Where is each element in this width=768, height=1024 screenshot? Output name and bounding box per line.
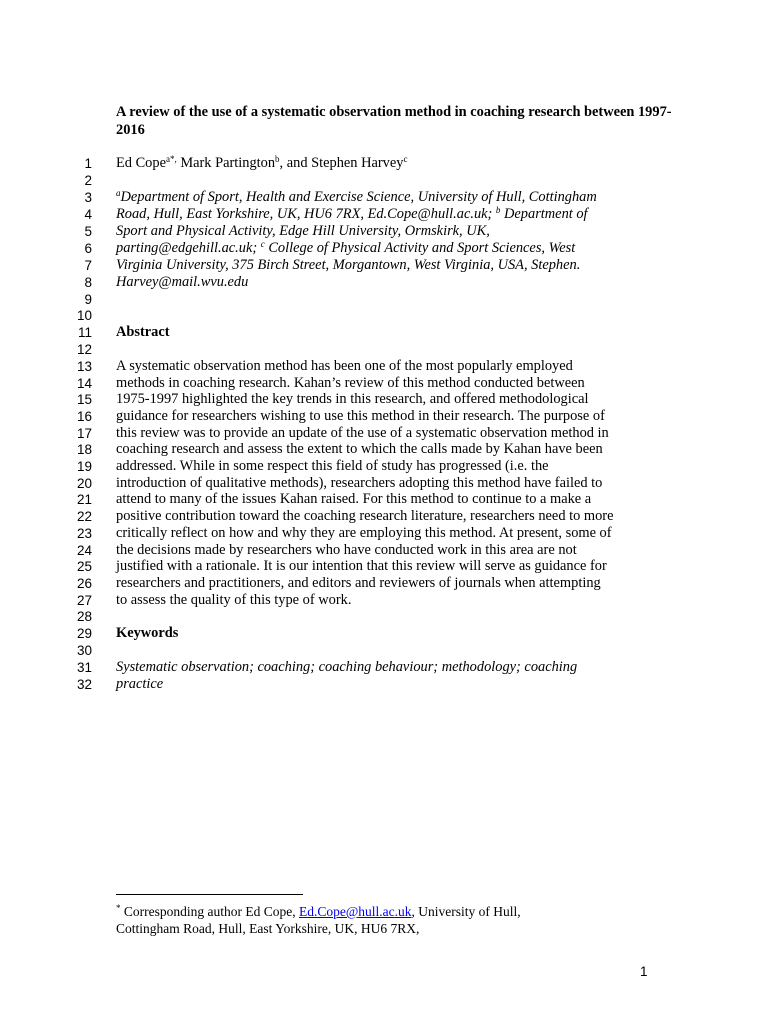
line-2 — [0, 172, 768, 189]
keywords-heading: Keywords — [116, 625, 179, 641]
line-31 — [0, 659, 768, 676]
line-30 — [0, 642, 768, 659]
footnote-line: Cottingham Road, Hull, East Yorkshire, UK, HU6 7RX, — [116, 921, 420, 936]
abstract-line: positive contribution toward the coaching research literature, researchers need to more — [116, 508, 614, 524]
affiliation-line: Virginia University, 375 Birch Street, Morgantown, West Virginia, USA, Stephen. — [116, 257, 581, 273]
line-1 — [0, 155, 768, 172]
author-list — [116, 155, 407, 172]
line-number: 25 — [76, 559, 92, 574]
line-number: 9 — [84, 292, 92, 307]
abstract-line: justified with a rationale. It is our intention that this review will serve as guidance for — [116, 558, 607, 574]
affiliation-text — [116, 189, 597, 206]
line-number: 29 — [76, 626, 92, 641]
affiliation-line: Road, Hull, East Yorkshire, UK, HU6 7RX, Ed.Cope@hull.ac.uk; — [116, 206, 496, 222]
line-number: 24 — [76, 543, 92, 558]
author-name: , and Stephen Harvey — [279, 155, 404, 171]
line-11 — [0, 324, 768, 341]
abstract-line: coaching research and assess the extent to which the calls made by Kahan have been — [116, 441, 603, 457]
abstract-line: A systematic observation method has been one of the most popularly employed — [116, 358, 573, 374]
affiliation-mark: c — [260, 239, 265, 249]
footnote-email-link[interactable]: Ed.Cope@hull.ac.uk — [298, 904, 412, 919]
abstract-line: this review was to provide an update of the use of a systematic observation method in — [116, 425, 609, 441]
line-number: 21 — [76, 492, 92, 507]
author-name: Mark Partington — [176, 155, 276, 171]
line-18 — [0, 441, 768, 458]
footnote-text: Corresponding author Ed Cope, — [120, 904, 299, 919]
line-number: 7 — [84, 258, 92, 273]
abstract-line: researchers and practitioners, and editors and reviewers of journals when attempting — [116, 575, 601, 591]
line-16 — [0, 408, 768, 425]
line-19 — [0, 458, 768, 475]
footnote-line — [116, 903, 521, 920]
author-affiliation-mark: a*, — [165, 154, 177, 164]
line-number: 10 — [76, 308, 92, 323]
affiliation-text — [116, 240, 575, 257]
affiliation-line: College of Physical Activity and Sport Sciences, West — [264, 240, 576, 256]
line-number: 15 — [76, 392, 92, 407]
line-22 — [0, 508, 768, 525]
line-21 — [0, 491, 768, 508]
line-number: 3 — [84, 190, 92, 205]
footnote-mark: * — [116, 903, 121, 913]
line-number: 20 — [76, 476, 92, 491]
affiliation-line: Sport and Physical Activity, Edge Hill University, Ormskirk, UK, — [116, 223, 490, 239]
line-26 — [0, 575, 768, 592]
line-3 — [0, 189, 768, 206]
page-number: 1 — [640, 964, 648, 979]
line-number: 16 — [76, 409, 92, 424]
affiliation-mark: a — [116, 188, 121, 198]
author-affiliation-mark: c — [403, 154, 408, 164]
keywords-line: practice — [116, 676, 164, 692]
line-20 — [0, 475, 768, 492]
line-number: 30 — [76, 643, 92, 658]
abstract-line: the decisions made by researchers who have conducted work in this area are not — [116, 542, 577, 558]
abstract-line: addressed. While in some respect this field of study has progressed (i.e. the — [116, 458, 549, 474]
abstract-line: guidance for researchers wishing to use this method in their research. The purpose of — [116, 408, 605, 424]
line-number: 12 — [76, 342, 92, 357]
line-number: 11 — [77, 325, 92, 340]
line-23 — [0, 525, 768, 542]
line-13 — [0, 358, 768, 375]
line-32 — [0, 676, 768, 693]
line-number: 28 — [76, 609, 92, 624]
line-number: 18 — [76, 442, 92, 457]
line-number: 13 — [76, 359, 92, 374]
line-number: 31 — [76, 660, 92, 675]
affiliation-mark: b — [495, 205, 501, 215]
line-15 — [0, 391, 768, 408]
abstract-line: introduction of qualitative methods), researchers adopting this method have failed to — [116, 475, 603, 491]
abstract-line: methods in coaching research. Kahan’s review of this method conducted between — [116, 375, 585, 391]
abstract-line: 1975-1997 highlighted the key trends in this research, and offered methodological — [116, 391, 589, 407]
line-7 — [0, 257, 768, 274]
line-number: 17 — [76, 426, 92, 441]
line-28 — [0, 608, 768, 625]
line-10 — [0, 307, 768, 324]
line-number: 19 — [76, 459, 92, 474]
line-number: 22 — [76, 509, 92, 524]
footnote-text: , University of Hull, — [411, 904, 521, 919]
line-number: 4 — [84, 207, 92, 222]
line-4 — [0, 206, 768, 223]
line-6 — [0, 240, 768, 257]
line-24 — [0, 542, 768, 559]
affiliation-text — [116, 206, 588, 223]
line-number: 5 — [84, 224, 92, 239]
line-8 — [0, 274, 768, 291]
line-number: 2 — [84, 173, 92, 188]
footnote-divider — [116, 894, 303, 895]
line-number: 27 — [76, 593, 92, 608]
abstract-line: critically reflect on how and why they are employing this method. At present, some of — [116, 525, 612, 541]
line-12 — [0, 341, 768, 358]
line-number: 23 — [76, 526, 92, 541]
keywords-line: Systematic observation; coaching; coaching behaviour; methodology; coaching — [116, 659, 578, 675]
abstract-heading: Abstract — [116, 324, 170, 340]
author-affiliation-mark: b — [275, 154, 280, 164]
abstract-line: to assess the quality of this type of work. — [116, 592, 352, 608]
line-number: 6 — [84, 241, 92, 256]
paper-title: A review of the use of a systematic observation method in coaching research between 1997-2016 — [116, 104, 672, 138]
line-27 — [0, 592, 768, 609]
affiliation-line: Harvey@mail.wvu.edu — [116, 274, 249, 290]
line-29 — [0, 625, 768, 642]
line-number: 1 — [84, 156, 92, 171]
line-5 — [0, 223, 768, 240]
line-17 — [0, 425, 768, 442]
footnote — [116, 903, 521, 937]
line-14 — [0, 375, 768, 392]
affiliation-line: Department of Sport, Health and Exercise Science, University of Hull, Cottingham — [120, 189, 597, 205]
line-number: 26 — [76, 576, 92, 591]
line-25 — [0, 558, 768, 575]
line-9 — [0, 291, 768, 308]
author-name: Ed Cope — [116, 155, 166, 171]
affiliation-line: parting@edgehill.ac.uk; — [116, 240, 261, 256]
line-number: 8 — [84, 275, 92, 290]
line-number: 14 — [76, 376, 92, 391]
abstract-line: attend to many of the issues Kahan raised. For this method to continue to a make a — [116, 491, 592, 507]
affiliation-line: Department of — [500, 206, 588, 222]
line-number: 32 — [76, 677, 92, 692]
